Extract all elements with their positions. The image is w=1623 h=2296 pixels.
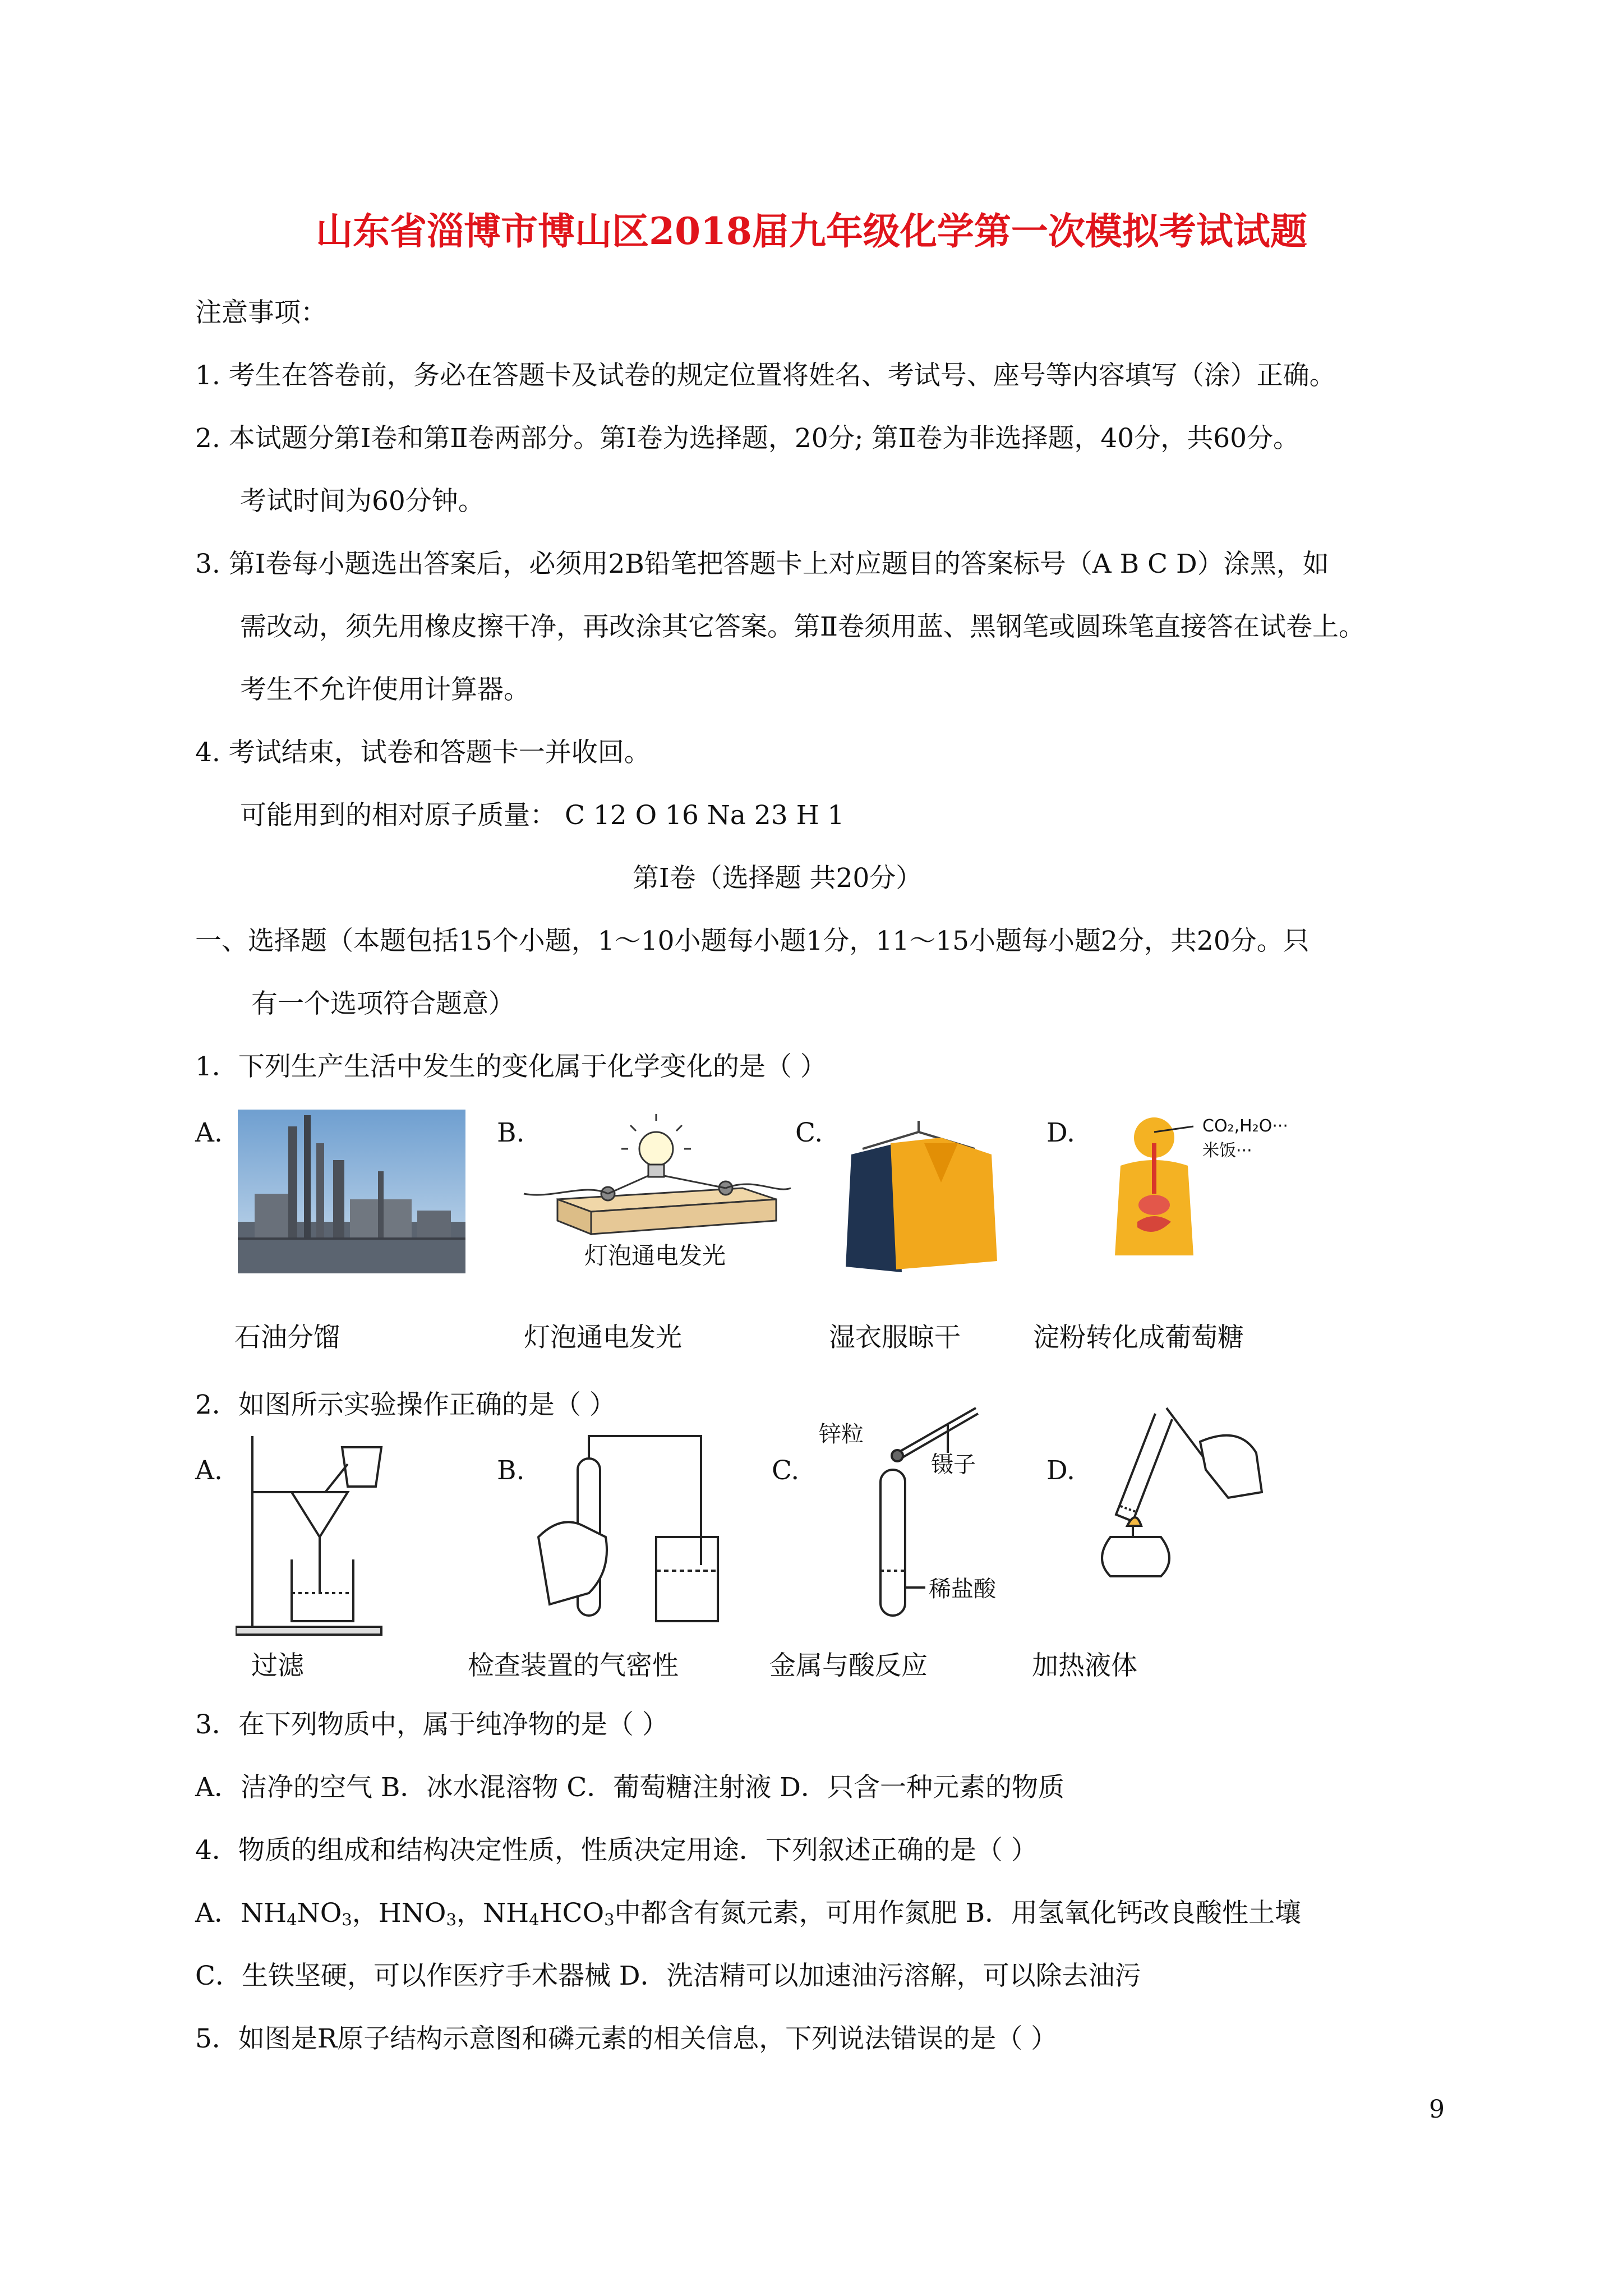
heating-liquid-icon [1071, 1391, 1273, 1627]
q4-options-cd: C．生铁坚硬，可以作医疗手术器械 D．洗洁精可以加速油污溶解，可以除去油污 [195, 1961, 1141, 1991]
q2-option-c-letter: C. [772, 1455, 800, 1486]
q2-option-d-caption: 加热液体 [1032, 1650, 1137, 1681]
q4-options-ab [195, 1897, 1301, 1936]
label-zinc: 锌粒 [819, 1421, 864, 1447]
light-bulb-board-icon [518, 1110, 792, 1273]
q2-option-b-letter: B. [497, 1455, 525, 1486]
notice-item-1: 1. 考生在答卷前，务必在答题卡及试卷的规定位置将姓名、考试号、座号等内容填写（涂）正确。 [195, 360, 1336, 391]
q4-stem: 4．物质的组成和结构决定性质，性质决定用途．下列叙述正确的是（ ） [195, 1835, 1038, 1866]
refinery-photo-icon [238, 1110, 465, 1273]
notice-item-4: 4. 考试结束，试卷和答题卡一并收回。 [195, 737, 651, 768]
notice-item-2-cont: 考试时间为60分钟。 [240, 486, 485, 517]
q1-option-c-letter: C. [795, 1117, 823, 1148]
q2-option-c-caption: 金属与酸反应 [769, 1650, 928, 1681]
notice-item-2: 2. 本试题分第Ⅰ卷和第Ⅱ卷两部分。第Ⅰ卷为选择题，20分; 第Ⅱ卷为非选择题，40分，共60分。 [195, 423, 1299, 454]
q3-options: A．洁净的空气 B．冰水混溶物 C．葡萄糖注射液 D．只含一种元素的物质 [195, 1772, 1064, 1803]
hanging-clothes-icon [829, 1110, 1008, 1273]
q4-a-text-1: A．NH [195, 1898, 287, 1929]
q2-option-a-letter: A. [195, 1455, 223, 1486]
q4-a-sub-4: 4 [529, 1910, 540, 1929]
digestion-label-co2: CO₂,H₂O··· [1202, 1116, 1288, 1136]
q4-a-text-2: NO [297, 1898, 342, 1929]
atomic-masses: 可能用到的相对原子质量： C 12 O 16 Na 23 H 1 [240, 800, 845, 831]
q4-a-text-3: ，HNO [352, 1898, 446, 1929]
q4-a-sub-3: 3 [446, 1910, 457, 1929]
digestive-system-icon [1092, 1110, 1300, 1273]
q2-option-d-letter: D. [1046, 1455, 1075, 1486]
page-title: 山东省淄博市博山区2018届九年级化学第一次模拟考试试题 [316, 209, 1307, 253]
q2-option-a-caption: 过滤 [251, 1650, 304, 1681]
q1-option-a-letter: A. [195, 1117, 223, 1148]
bulb-inner-label: 灯泡通电发光 [584, 1242, 726, 1269]
q4-a-sub-5: 3 [604, 1910, 615, 1929]
page-number: 9 [1429, 2095, 1445, 2124]
q2-option-b-caption: 检查装置的气密性 [468, 1650, 679, 1681]
q2-stem: 2．如图所示实验操作正确的是（ ） [195, 1389, 616, 1420]
metal-acid-test-tube-icon [819, 1402, 1015, 1638]
q4-a-text-5: HCO [539, 1898, 605, 1929]
notice-item-3: 3. 第Ⅰ卷每小题选出答案后，必须用2B铅笔把答题卡上对应题目的答案标号（A B C D）涂黑，如 [195, 549, 1329, 579]
label-tweezers: 镊子 [931, 1452, 976, 1478]
section-title: 第Ⅰ卷（选择题 共20分） [633, 863, 923, 894]
part-one-intro: 一、选择题（本题包括15个小题，1～10小题每小题1分，11～15小题每小题2分，共20分。只 [195, 926, 1310, 956]
digestion-label-rice: 米饭··· [1202, 1141, 1252, 1161]
q1-stem: 1．下列生产生活中发生的变化属于化学变化的是（ ） [195, 1051, 827, 1082]
airtightness-check-icon [527, 1425, 723, 1638]
q5-stem: 5．如图是R原子结构示意图和磷元素的相关信息，下列说法错误的是（ ） [195, 2023, 1058, 2054]
q1-option-d-caption: 淀粉转化成葡萄糖 [1033, 1322, 1244, 1353]
q3-stem: 3．在下列物质中，属于纯净物的是（ ） [195, 1709, 668, 1740]
q1-option-c-caption: 湿衣服晾干 [829, 1322, 961, 1353]
q1-option-d-letter: D. [1046, 1117, 1075, 1148]
notice-heading: 注意事项： [195, 297, 327, 328]
q4-a-sub-1: 4 [287, 1910, 297, 1929]
q1-option-b-letter: B. [497, 1117, 525, 1148]
q4-a-text-6: 中都含有氮元素，可用作氮肥 B．用氢氧化钙改良酸性土壤 [614, 1898, 1302, 1929]
q4-a-sub-2: 3 [342, 1910, 352, 1929]
part-one-intro-cont: 有一个选项符合题意） [251, 988, 515, 1019]
q4-a-text-4: ，NH [456, 1898, 529, 1929]
q1-option-a-caption: 石油分馏 [234, 1322, 340, 1353]
filtration-setup-icon [236, 1425, 398, 1638]
notice-item-3-cont: 需改动，须先用橡皮擦干净，再改涂其它答案。第Ⅱ卷须用蓝、黑钢笔或圆珠笔直接答在试卷上。 [240, 611, 1365, 642]
q1-option-b-caption: 灯泡通电发光 [524, 1322, 682, 1353]
label-dilute-hcl: 稀盐酸 [929, 1576, 996, 1602]
notice-item-3-cont2: 考生不允许使用计算器。 [240, 674, 530, 705]
